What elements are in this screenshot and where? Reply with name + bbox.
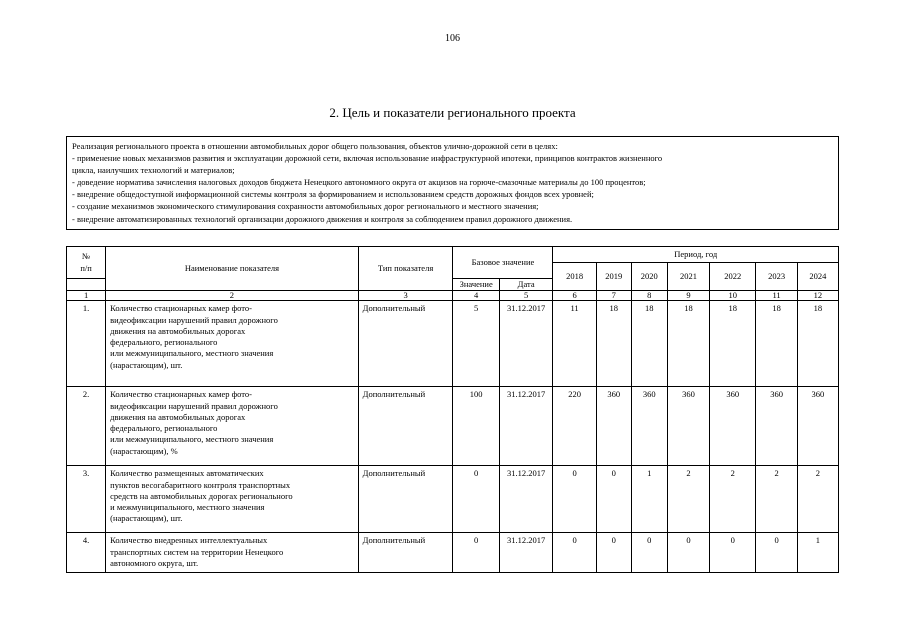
- section-title: 2. Цель и показатели регионального проекта: [329, 105, 576, 120]
- year-value-2024: 18: [797, 301, 838, 387]
- base-value: 5: [453, 301, 499, 387]
- indicator-type: Дополнительный: [358, 466, 453, 533]
- year-value-2018: 0: [553, 533, 596, 573]
- table-row: [67, 533, 839, 573]
- year-value-2019: 0: [596, 466, 631, 533]
- year-value-2021: 360: [667, 387, 709, 466]
- project-goal-box: [66, 136, 839, 230]
- indicator-name-line: Количество стационарных камер фото-: [110, 303, 252, 314]
- year-value-2024: 1: [797, 533, 838, 573]
- indicator-name-line: федерального, регионального: [110, 337, 218, 348]
- year-value-2020: 18: [631, 301, 667, 387]
- column-number: 1: [67, 291, 106, 301]
- indicator-name-line: движения на автомобильных дорогах: [110, 325, 246, 336]
- year-value-2022: 360: [710, 387, 756, 466]
- indicator-name-line: автономного округа, шт.: [110, 557, 199, 568]
- year-value-2022: 18: [710, 301, 756, 387]
- indicator-name-line: средств на автомобильных дорогах регионального: [110, 490, 293, 501]
- column-number: 10: [710, 291, 756, 301]
- indicator-name: [106, 387, 359, 466]
- header-base-value: Базовое значение: [453, 247, 553, 279]
- row-number: 2.: [67, 387, 106, 466]
- indicator-name-line: или межмуниципального, местного значения: [110, 348, 274, 359]
- goal-line: цикла, наилучших технологий и материалов;: [72, 165, 235, 176]
- year-value-2024: 360: [797, 387, 838, 466]
- table-row: [67, 466, 839, 533]
- indicator-name-line: или межмуниципального, местного значения: [110, 434, 274, 445]
- year-value-2023: 360: [756, 387, 797, 466]
- year-value-2023: 2: [756, 466, 797, 533]
- goal-line: - доведение норматива зачисления налоговых доходов бюджета Ненецкого автономного округа от акцизов на горюче-смазочные материалы до 100 процентов;: [72, 177, 646, 188]
- header-year-2018: 2018: [553, 263, 596, 291]
- indicator-name-line: (нарастающим), шт.: [110, 359, 183, 370]
- goal-line: Реализация регионального проекта в отношении автомобильных дорог общего пользования, объектов улично-дорожной сети в целях:: [72, 141, 558, 151]
- header-indicator-name: Наименование показателя: [106, 247, 359, 291]
- column-number-row: [67, 291, 839, 301]
- year-value-2020: 1: [631, 466, 667, 533]
- header-base-value-date: Дата: [499, 279, 553, 291]
- indicator-name-line: транспортных систем на территории Ненецкого: [110, 546, 284, 557]
- column-number: 5: [499, 291, 553, 301]
- row-number: 1.: [67, 301, 106, 387]
- year-value-2018: 11: [553, 301, 596, 387]
- indicator-name-line: и межмуниципального, местного значения: [110, 502, 265, 513]
- base-date: 31.12.2017: [499, 301, 553, 387]
- goal-line: - внедрение автоматизированных технологий организации дорожного движения и контроля за соблюдением правил дорожного движения.: [72, 213, 573, 224]
- header-year-2024: 2024: [797, 263, 838, 291]
- header-year-2021: 2021: [667, 263, 709, 291]
- year-value-2021: 0: [667, 533, 709, 573]
- column-number: 6: [553, 291, 596, 301]
- indicators-table: [66, 246, 839, 573]
- year-value-2022: 2: [710, 466, 756, 533]
- header-number-line1: №: [82, 251, 91, 262]
- indicator-name-line: (нарастающим), шт.: [110, 513, 183, 524]
- indicator-name: [106, 301, 359, 387]
- year-value-2020: 360: [631, 387, 667, 466]
- year-value-2019: 0: [596, 533, 631, 573]
- header-year-2023: 2023: [756, 263, 797, 291]
- column-number: 2: [106, 291, 359, 301]
- column-number: 7: [596, 291, 631, 301]
- indicator-type: Дополнительный: [358, 387, 453, 466]
- column-number: 11: [756, 291, 797, 301]
- indicator-name-line: движения на автомобильных дорогах: [110, 411, 246, 422]
- column-number: 3: [358, 291, 453, 301]
- header-year-2022: 2022: [710, 263, 756, 291]
- year-value-2019: 18: [596, 301, 631, 387]
- header-number-line2: п/п: [80, 262, 92, 273]
- year-value-2018: 0: [553, 466, 596, 533]
- page-number: 106: [445, 33, 460, 44]
- indicator-name: [106, 533, 359, 573]
- base-value: 0: [453, 466, 499, 533]
- column-number: 12: [797, 291, 838, 301]
- goal-line: - внедрение общедоступной информационной системы контроля за формированием и использованием средств дорожных фондов всех уровней;: [72, 189, 594, 200]
- table-row: [67, 387, 839, 466]
- header-year-2020: 2020: [631, 263, 667, 291]
- table-row: [67, 301, 839, 387]
- year-value-2023: 18: [756, 301, 797, 387]
- year-value-2021: 18: [667, 301, 709, 387]
- indicator-name-line: видеофиксации нарушений правил дорожного: [110, 400, 278, 411]
- year-value-2020: 0: [631, 533, 667, 573]
- column-number: 4: [453, 291, 499, 301]
- year-value-2019: 360: [596, 387, 631, 466]
- year-value-2023: 0: [756, 533, 797, 573]
- indicator-type: Дополнительный: [358, 533, 453, 573]
- year-value-2022: 0: [710, 533, 756, 573]
- indicator-type: Дополнительный: [358, 301, 453, 387]
- year-value-2021: 2: [667, 466, 709, 533]
- column-number: 8: [631, 291, 667, 301]
- header-year-2019: 2019: [596, 263, 631, 291]
- row-number: 3.: [67, 466, 106, 533]
- base-date: 31.12.2017: [499, 533, 553, 573]
- header-base-value-value: Значение: [453, 279, 499, 291]
- indicator-name-line: (нарастающим), %: [110, 445, 178, 456]
- base-value: 0: [453, 533, 499, 573]
- indicator-name-line: Количество внедренных интеллектуальных: [110, 535, 268, 546]
- header-indicator-type: Тип показателя: [358, 247, 453, 291]
- goal-line: - применение новых механизмов развития и эксплуатации дорожной сети, включая использование инфраструктурной ипотеки, принципов контрактов жизненного: [72, 153, 663, 164]
- base-date: 31.12.2017: [499, 387, 553, 466]
- header-period: Период, год: [553, 247, 839, 263]
- indicator-name-line: Количество размещенных автоматических: [110, 468, 264, 479]
- indicator-name-line: пунктов весогабаритного контроля транспортных: [110, 479, 291, 490]
- column-number: 9: [667, 291, 709, 301]
- header-number-blank: [67, 279, 106, 291]
- header-number: [67, 247, 106, 279]
- indicator-name-line: Количество стационарных камер фото-: [110, 389, 252, 400]
- base-value: 100: [453, 387, 499, 466]
- goal-line: - создание механизмов экономического стимулирования сохранности автомобильных дорог регионального и местного значения;: [72, 201, 539, 212]
- base-date: 31.12.2017: [499, 466, 553, 533]
- indicator-name: [106, 466, 359, 533]
- year-value-2024: 2: [797, 466, 838, 533]
- year-value-2018: 220: [553, 387, 596, 466]
- row-number: 4.: [67, 533, 106, 573]
- indicator-name-line: видеофиксации нарушений правил дорожного: [110, 314, 278, 325]
- indicator-name-line: федерального, регионального: [110, 423, 218, 434]
